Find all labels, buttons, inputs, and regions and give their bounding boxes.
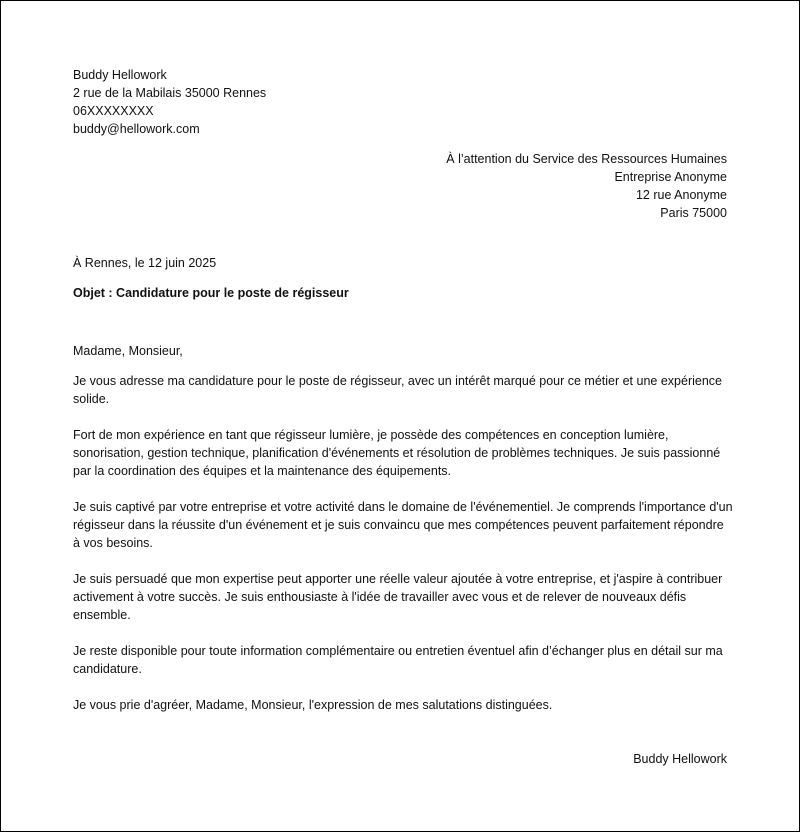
letter-body xyxy=(73,342,733,732)
recipient-attention: À l’attention du Service des Ressources Humaines xyxy=(446,152,727,166)
letter-paragraph: Je vous adresse ma candidature pour le poste de régisseur, avec un intérêt marqué pour ce métier et une expérience solide. xyxy=(73,374,722,406)
sender-block xyxy=(73,66,266,138)
letter-paragraph: Je suis persuadé que mon expertise peut apporter une réelle valeur ajoutée à votre entreprise, et j'aspire à contribuer activement à votre succès. Je suis enthousiaste à l'idée de travailler avec vous et de relever de nouveaux défis ensemble. xyxy=(73,572,723,622)
sender-name: Buddy Hellowork xyxy=(73,68,167,82)
letter-closing: Je vous prie d'agréer, Madame, Monsieur, l'expression de mes salutations distinguées. xyxy=(73,698,553,712)
letter-signature: Buddy Hellowork xyxy=(633,752,727,766)
letter-paragraph: Je suis captivé par votre entreprise et votre activité dans le domaine de l'événementiel. Je comprends l'importance d'un régisseur dans la réussite d'un événement et je suis convaincu que mes compétences peuvent parfaitement répondre à vos besoins. xyxy=(73,500,733,550)
letter-date: À Rennes, le 12 juin 2025 xyxy=(73,256,217,270)
recipient-street: 12 rue Anonyme xyxy=(635,188,727,202)
recipient-block xyxy=(446,150,727,222)
sender-email: buddy@hellowork.com xyxy=(73,122,200,136)
letter-greeting: Madame, Monsieur, xyxy=(73,344,183,358)
recipient-city: Paris 75000 xyxy=(660,206,727,220)
recipient-company: Entreprise Anonyme xyxy=(614,170,727,184)
sender-address: 2 rue de la Mabilais 35000 Rennes xyxy=(73,86,267,100)
letter-subject: Objet : Candidature pour le poste de régisseur xyxy=(73,286,349,300)
sender-phone: 06XXXXXXXX xyxy=(73,104,154,118)
letter-paragraph: Fort de mon expérience en tant que régisseur lumière, je possède des compétences en conception lumière, sonorisation, gestion technique, planification d'événements et résolution de problèmes techniques. Je suis passionné par la coordination des équipes et la maintenance des équipements. xyxy=(73,428,721,478)
letter-paragraph: Je reste disponible pour toute information complémentaire ou entretien éventuel afin d’échanger plus en détail sur ma candidature. xyxy=(73,644,723,676)
